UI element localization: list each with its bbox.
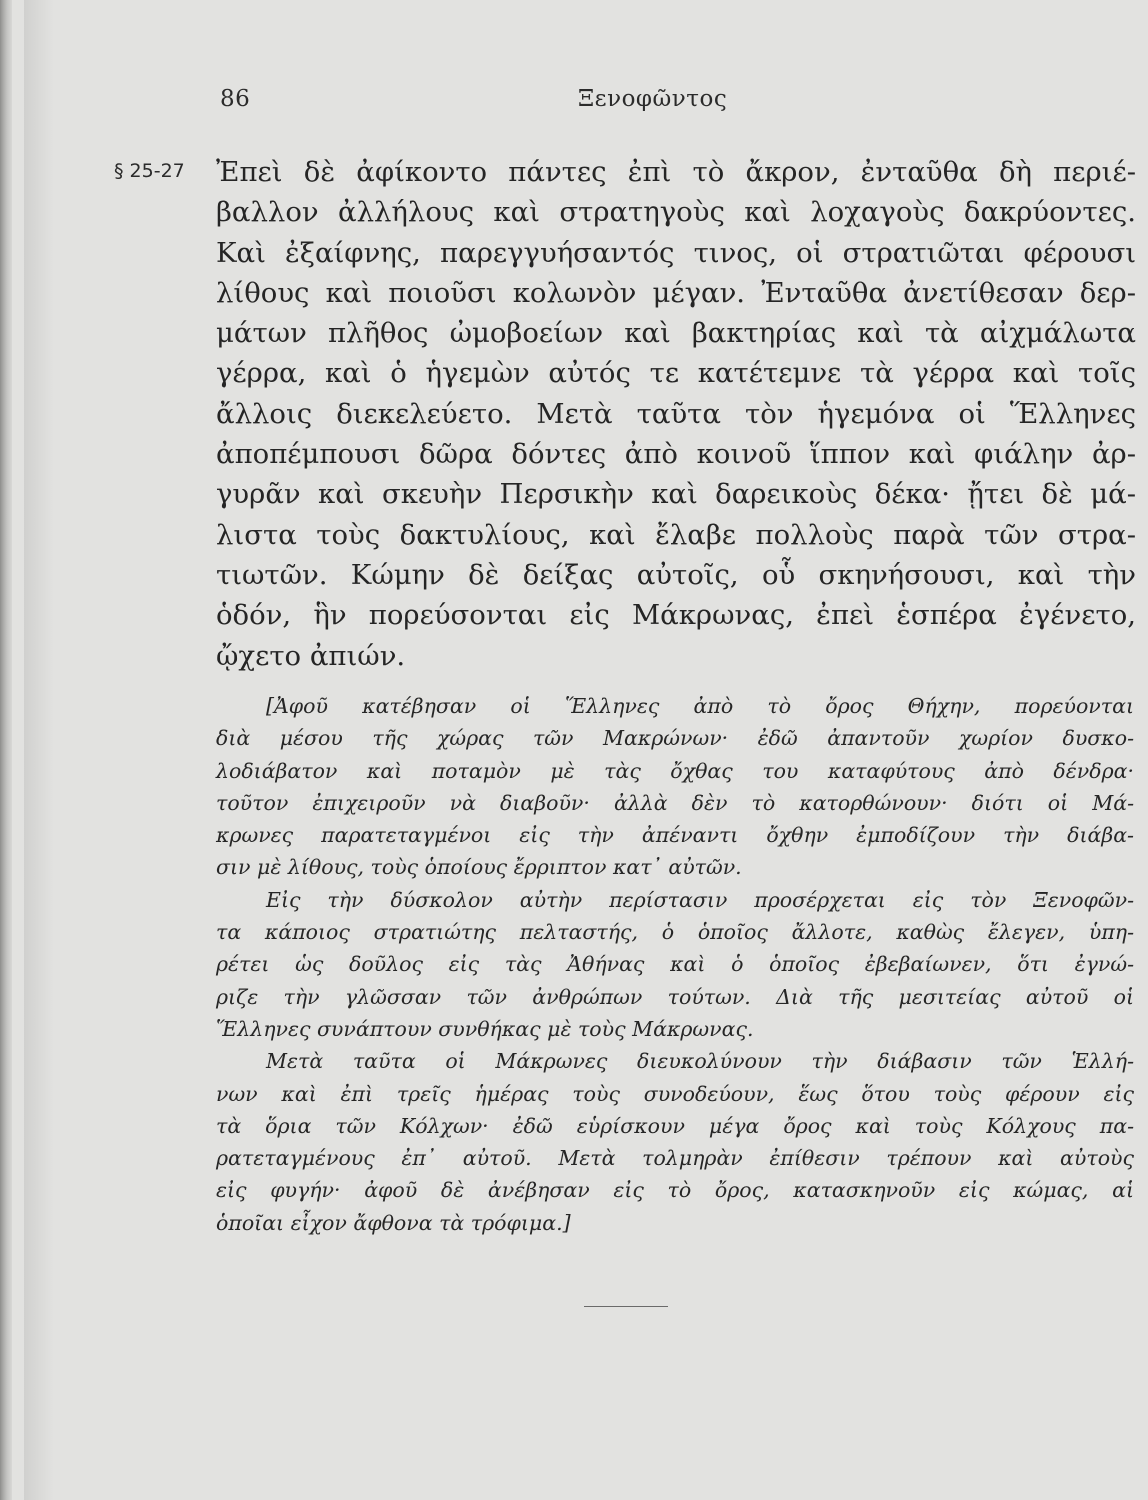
summary-line: εἰς φυγήν· ἀφοῦ δὲ ἀνέβησαν εἰς τὸ ὄρος, κατασκηνοῦν εἰς κώμας, αἱ bbox=[216, 1178, 1134, 1203]
summary-line: [Ἀφοῦ κατέβησαν οἱ Ἕλληνες ἀπὸ τὸ ὄρος Θήχην, πορεύονται bbox=[266, 694, 1134, 718]
summary-line: τὰ ὅρια τῶν Κόλχων· ἐδῶ εὑρίσκουν μέγα ὄρος καὶ τοὺς Κόλχους πα- bbox=[216, 1113, 1134, 1138]
summary-line: Ἕλληνες συνάπτουν συνθήκας μὲ τοὺς Μάκρωνας. bbox=[216, 1016, 754, 1041]
summary-paragraph bbox=[216, 1045, 1134, 1239]
text-line: λιστα τοὺς δακτυλίους, καὶ ἔλαβε πολλοὺς παρὰ τῶν στρα- bbox=[216, 518, 1136, 551]
text-line: λίθους καὶ ποιοῦσι κολωνὸν μέγαν. Ἐνταῦθα ἀνετίθεσαν δερ- bbox=[216, 276, 1136, 309]
summary-line: Μετὰ ταῦτα οἱ Μάκρωνες διευκολύνουν τὴν διάβασιν τῶν Ἑλλή- bbox=[266, 1049, 1134, 1074]
page-edge bbox=[0, 0, 12, 1500]
closing-rule bbox=[584, 1306, 668, 1307]
page-header bbox=[12, 86, 1148, 122]
summary-line: τοῦτον ἐπιχειροῦν νὰ διαβοῦν· ἀλλὰ δὲν τὸ κατορθώνουν· διότι οἱ Μά- bbox=[216, 790, 1134, 815]
summary-line: ὁποῖαι εἶχον ἄφθονα τὰ τρόφιμα.] bbox=[216, 1210, 571, 1235]
book-page bbox=[12, 0, 1148, 1500]
summary-line: νων καὶ ἐπὶ τρεῖς ἡμέρας τοὺς συνοδεύουν, ἕως ὅτου τοὺς φέρουν εἰς bbox=[216, 1081, 1134, 1106]
text-line: ᾤχετο ἀπιών. bbox=[216, 639, 406, 672]
summary-line: τα κάποιος στρατιώτης πελταστής, ὁ ὁποῖος ἄλλοτε, καθὼς ἔλεγεν, ὑπη- bbox=[216, 920, 1134, 945]
italic-summary bbox=[216, 690, 1134, 1239]
summary-line: ρέτει ὡς δοῦλος εἰς τὰς Ἀθήνας καὶ ὁ ὁποῖος ἐβεβαίωνεν, ὅτι ἐγνώ- bbox=[216, 952, 1134, 977]
text-line: μάτων πλῆθος ὠμοβοείων καὶ βακτηρίας καὶ τὰ αἰχμάλωτα bbox=[216, 317, 1136, 350]
page-number: 86 bbox=[220, 86, 251, 112]
summary-paragraph bbox=[216, 884, 1134, 1045]
summary-paragraph bbox=[216, 690, 1134, 884]
text-line: ἀποπέμπουσι δῶρα δόντες ἀπὸ κοινοῦ ἵππον καὶ φιάλην ἀρ- bbox=[216, 438, 1136, 471]
text-line: ἄλλοις διεκελεύετο. Μετὰ ταῦτα τὸν ἡγεμόνα οἱ Ἕλληνες bbox=[216, 397, 1136, 430]
summary-line: ριζε τὴν γλῶσσαν τῶν ἀνθρώπων τούτων. Διὰ τῆς μεσιτείας αὐτοῦ οἱ bbox=[216, 984, 1134, 1009]
summary-line: λοδιάβατον καὶ ποταμὸν μὲ τὰς ὄχθας του καταφύτους ἀπὸ δένδρα· bbox=[216, 758, 1134, 783]
text-line: Ἐπεὶ δὲ ἀφίκοντο πάντες ἐπὶ τὸ ἄκρον, ἐνταῦθα δὴ περιέ- bbox=[216, 156, 1136, 188]
text-line: γυρᾶν καὶ σκευὴν Περσικὴν καὶ δαρεικοὺς δέκα· ᾔτει δὲ μά- bbox=[216, 478, 1136, 511]
gutter-shadow bbox=[24, 0, 54, 1500]
text-line: βαλλον ἀλλήλους καὶ στρατηγοὺς καὶ λοχαγοὺς δακρύοντες. bbox=[216, 196, 1136, 229]
running-title: Ξενοφῶντος bbox=[578, 86, 728, 112]
greek-main-text bbox=[216, 152, 1136, 676]
section-marker: § 25-27 bbox=[114, 160, 185, 182]
text-line: τιωτῶν. Κώμην δὲ δείξας αὐτοῖς, οὗ σκηνήσουσι, καὶ τὴν bbox=[216, 558, 1136, 591]
summary-line: διὰ μέσου τῆς χώρας τῶν Μακρώνων· ἐδῶ ἀπαντοῦν χωρίον δυσκο- bbox=[216, 726, 1134, 751]
text-line: Καὶ ἐξαίφνης, παρεγγυήσαντός τινος, οἱ στρατιῶται φέρουσι bbox=[216, 236, 1136, 269]
text-line: γέρρα, καὶ ὁ ἡγεμὼν αὐτός τε κατέτεμνε τὰ γέρρα καὶ τοῖς bbox=[216, 357, 1136, 390]
text-line: ὁδόν, ἣν πορεύσονται εἰς Μάκρωνας, ἐπεὶ ἑσπέρα ἐγένετο, bbox=[216, 599, 1136, 632]
summary-line: κρωνες παρατεταγμένοι εἰς τὴν ἀπέναντι ὄχθην ἐμποδίζουν τὴν διάβα- bbox=[216, 823, 1134, 848]
summary-line: Εἰς τὴν δύσκολον αὐτὴν περίστασιν προσέρχεται εἰς τὸν Ξενοφῶν- bbox=[266, 887, 1134, 912]
summary-line: ρατεταγμένους ἐπ᾽ αὐτοῦ. Μετὰ τολμηρὰν ἐπίθεσιν τρέπουν καὶ αὐτοὺς bbox=[216, 1146, 1134, 1171]
summary-line: σιν μὲ λίθους, τοὺς ὁποίους ἔρριπτον κατ᾽ αὐτῶν. bbox=[216, 855, 742, 880]
